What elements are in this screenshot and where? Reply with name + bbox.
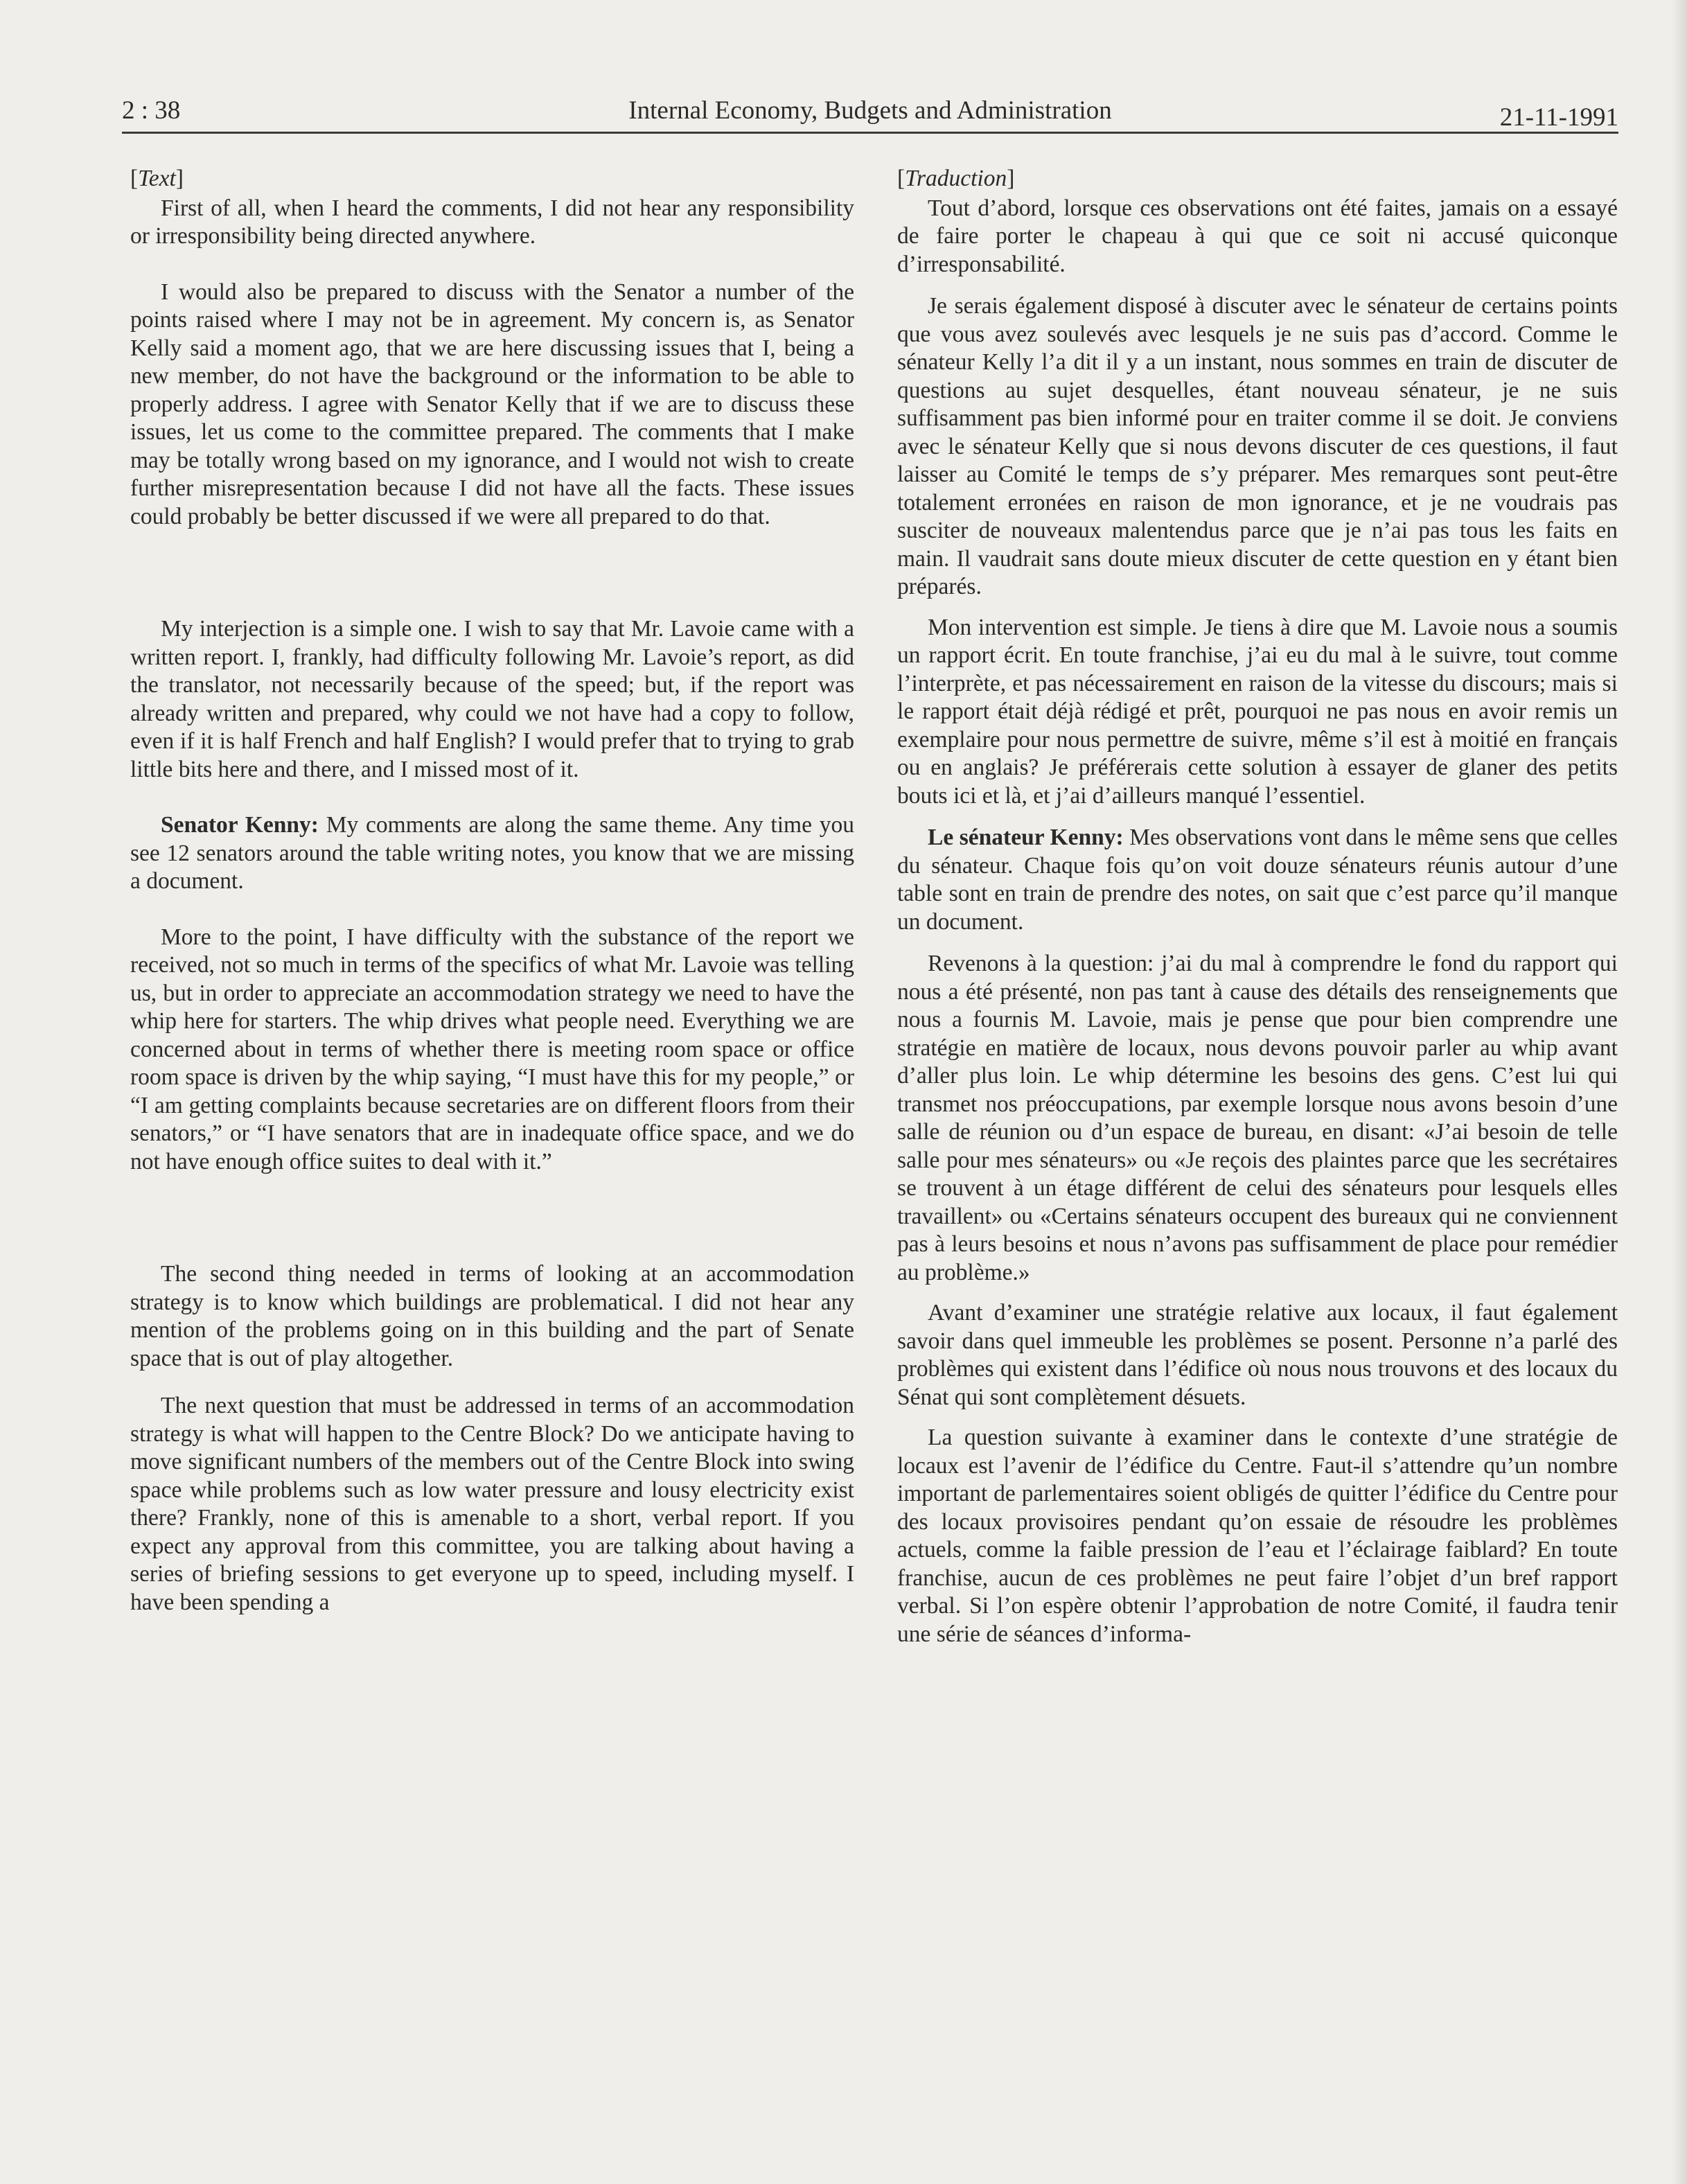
paragraph: Avant d’examiner une stratégie relative aux locaux, il faut également savoir dans quel immeuble les problèmes se posent. Personne n’a parlé des problèmes qui existent dans l’édifice où nous nous trouvons et des locaux du Sénat qui sont complètement désuets. (897, 1300, 1618, 1410)
paragraph: The next question that must be addressed in terms of an accommodation strategy is what will happen to the Centre Block? Do we anticipate having to move significant numbers of the members out of the Centre Block into swing space while problems such as low water pressure and lousy electricity exist there? Frankly, none of this is amenable to a short, verbal report. If you expect any approval from this committee, you are talking about having a series of briefing sessions to get everyone up to speed, including myself. I have been spending a (130, 1393, 854, 1615)
paragraph: First of all, when I heard the comments, I did not hear any responsibility or irresponsibility being directed anywhere. (130, 195, 854, 249)
speech-text: My comments are along the same theme. Any time you see 12 senators around the table writing notes, you know that we are missing a document. (130, 812, 854, 894)
paragraph: Tout d’abord, lorsque ces observations ont été faites, jamais on a essayé de faire porter le chapeau à qui que ce soit ni accusé quiconque d’irresponsabilité. (897, 195, 1618, 277)
header-rule (122, 132, 1618, 134)
page-title: Internal Economy, Budgets and Administration (628, 96, 1112, 125)
paragraph: La question suivante à examiner dans le contexte d’une stratégie de locaux est l’avenir de l’édifice du Centre. Faut-il s’attendre qu’un nombre important de parlementaires soient obligés de quitter l’édifice du Centre pour des locaux provisoires pendant qu’on essaie de résoudre les problèmes actuels, comme la faible pression de l’eau et l’éclairage faiblard? En toute franchise, aucun de ces problèmes ne peut faire l’objet d’un bref rapport verbal. Si l’on espère obtenir l’approbation de notre Comité, il faudra tenir une série de séances d’informa- (897, 1425, 1618, 1647)
paragraph: Mon intervention est simple. Je tiens à dire que M. Lavoie nous a soumis un rapport écrit. En toute franchise, j’ai eu du mal à le suivre, tout comme l’interprète, et pas nécessairement en raison de la vitesse du discours; mais si le rapport était déjà rédigé et prêt, pourquoi ne pas nous en avoir remis un exemplaire pour nous permettre de suivre, même s’il est à moitié en français ou en anglais? Je préférerais cette solution à essayer de glaner des petits bouts ici et là, et j’ai d’ailleurs manqué l’essentiel. (897, 614, 1618, 809)
column-label: [ Traduction ] (897, 165, 1618, 193)
page-date: 21-11-1991 (1499, 103, 1618, 132)
column-label: [ Text ] (130, 165, 854, 193)
paragraph: Revenons à la question: j’ai du mal à comprendre le fond du rapport qui nous a été présenté, non pas tant à cause des détails des renseignements que nous a fournis M. Lavoie, mais je pense que pour bien comprendre une stratégie en matière de locaux, nous devons pouvoir parler au whip avant d’aller plus loin. Le whip détermine les besoins des gens. C’est lui qui transmet nos préoccupations, par exemple lorsque nous avons besoin d’une salle de réunion ou d’un espace de bureau, en disant: «J’ai besoin de telle salle pour mes sénateurs» ou «Je reçois des plaintes parce que les secrétaires se trouvent à un étage différent de celui des sénateurs pour lesquels elles travaillent» ou «Certains sénateurs occupent des bureaux qui ne conviennent pas à leurs besoins et nous n’avons pas suffisamment de place pour remédier au problème.» (897, 951, 1618, 1285)
page-number: 2 : 38 (122, 96, 181, 125)
speaker-name: Senator Kenny: (161, 812, 319, 838)
paragraph: More to the point, I have difficulty with the substance of the report we received, not so much in terms of the specifics of what Mr. Lavoie was telling us, but in order to appreciate an accommodation strategy we need to have the whip here for starters. The whip drives what people need. Everything we are concerned about in terms of whether there is meeting room space or office room space is driven by the whip saying, “I must have this for my people,” or “I am getting complaints because secretaries are on different floors from their senators,” or “I have senators that are in inadequate office space, and we do not have enough office suites to deal with it.” (130, 924, 854, 1174)
speaker-name: Le sénateur Kenny: (928, 825, 1124, 850)
paragraph: Je serais également disposé à discuter avec le sénateur de certains points que vous avez soulevés avec lesquels je ne suis pas d’accord. Comme le sénateur Kelly l’a dit il y a un instant, nous sommes en train de discuter de questions au sujet desquelles, étant nouveau sénateur, je ne suis suffisamment pas bien informé pour en traiter comme il se doit. Je conviens avec le sénateur Kelly que si nous devons discuter de ces questions, il faut laisser au Comité le temps de s’y préparer. Mes remarques sont peut-être totalement erronées en raison de mon ignorance, et je ne voudrais pas susciter de nouveaux malentendus parce que je n’ai pas tous les faits en main. Il vaudrait sans doute mieux discuter de cette question en y étant bien préparés. (897, 293, 1618, 599)
paragraph: The second thing needed in terms of looking at an accommodation strategy is to know which buildings are problematical. I did not hear any mention of the problems going on in this building and the part of Senate space that is out of play altogether. (130, 1261, 854, 1371)
page-header (122, 89, 1618, 133)
paragraph (897, 824, 1618, 936)
paragraph: I would also be prepared to discuss with the Senator a number of the points raised where I may not be in agreement. My concern is, as Senator Kelly said a moment ago, that we are here discussing issues that I, being a new member, do not have the background or the information to be able to properly address. I agree with Senator Kelly that if we are to discuss these issues, let us come to the committee prepared. The comments that I make may be totally wrong based on my ignorance, and I would not wish to create further misrepresentation because I did not have all the facts. These issues could probably be better discussed if we were all prepared to do that. (130, 279, 854, 529)
french-column (897, 165, 1618, 1648)
paragraph (130, 811, 854, 896)
english-column (130, 165, 854, 1617)
paragraph: My interjection is a simple one. I wish to say that Mr. Lavoie came with a written report. I, frankly, had difficulty following Mr. Lavoie’s report, as did the translator, not necessarily because of the speed; but, if the report was already written and prepared, why could we not have had a copy to follow, even if it is half French and half English? I would prefer that to trying to grab little bits here and there, and I missed most of it. (130, 616, 854, 782)
speech-text: Mes observations vont dans le même sens que celles du sénateur. Chaque fois qu’on voit douze sénateurs réunis autour d’une table sont en train de prendre des notes, on sait que c’est parce qu’il manque un document. (897, 825, 1618, 935)
page-edge (1672, 0, 1687, 2184)
